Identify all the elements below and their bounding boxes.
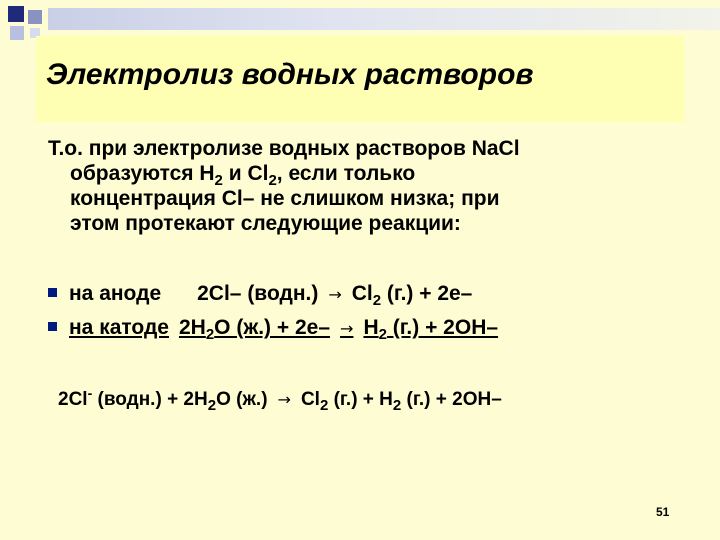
summary-part: (г.) + 2OH– bbox=[401, 389, 502, 410]
page-number: 51 bbox=[656, 505, 670, 519]
anode-product: Cl bbox=[351, 282, 373, 305]
anode-reactant: 2Cl– (водн.) bbox=[197, 282, 319, 305]
anode-product-rest: (г.) + 2e– bbox=[381, 282, 473, 305]
square-bullet-icon bbox=[48, 322, 57, 331]
cathode-reactant: 2H bbox=[178, 316, 206, 339]
intro-line-2c: , если только bbox=[276, 162, 416, 185]
right-arrow-icon: → bbox=[340, 319, 354, 338]
cathode-product-rest: (г.) + 2OH– bbox=[386, 316, 499, 339]
intro-line-2a: образуются H bbox=[70, 162, 215, 185]
cathode-label: на катоде bbox=[69, 316, 169, 339]
summary-sub: 2 bbox=[392, 397, 402, 414]
list-item-cathode bbox=[48, 316, 498, 350]
cathode-sub: 2 bbox=[378, 326, 387, 343]
corner-square-2 bbox=[28, 10, 42, 24]
anode-label: на аноде bbox=[69, 282, 162, 305]
top-gradient-bar bbox=[48, 8, 720, 30]
intro-line-2b: и Cl bbox=[222, 162, 269, 185]
square-bullet-icon bbox=[48, 288, 57, 297]
intro-line-3: концентрация Cl– не слишком низка; при bbox=[70, 187, 500, 210]
overall-reaction bbox=[58, 385, 502, 414]
corner-square-1 bbox=[8, 6, 24, 22]
reaction-list bbox=[48, 282, 498, 350]
summary-part: 2Cl bbox=[58, 389, 88, 410]
summary-part: Cl bbox=[300, 389, 320, 410]
corner-square-3 bbox=[10, 26, 24, 40]
summary-sub: 2 bbox=[207, 397, 217, 414]
summary-sub: 2 bbox=[319, 397, 329, 414]
intro-sub: 2 bbox=[268, 172, 277, 189]
summary-part: O (ж.) bbox=[216, 389, 268, 410]
intro-sub: 2 bbox=[214, 172, 223, 189]
summary-part: (водн.) + 2H bbox=[92, 389, 208, 410]
anode-sub: 2 bbox=[372, 292, 382, 309]
right-arrow-icon: → bbox=[328, 285, 342, 304]
cathode-sub: 2 bbox=[205, 326, 215, 343]
intro-paragraph bbox=[48, 136, 710, 236]
right-arrow-icon: → bbox=[277, 390, 291, 409]
list-item-anode bbox=[48, 282, 498, 316]
summary-part: (г.) + H bbox=[328, 389, 393, 410]
intro-line-1: Т.о. при электролизе водных растворов NaCl bbox=[48, 137, 520, 160]
cathode-reactant-rest: O (ж.) + 2e– bbox=[214, 316, 331, 339]
cathode-product: H bbox=[363, 316, 379, 339]
intro-line-4: этом протекают следующие реакции: bbox=[70, 212, 461, 235]
summary-sup: - bbox=[87, 385, 93, 401]
page-title: Электролиз водных растворов bbox=[46, 58, 534, 91]
